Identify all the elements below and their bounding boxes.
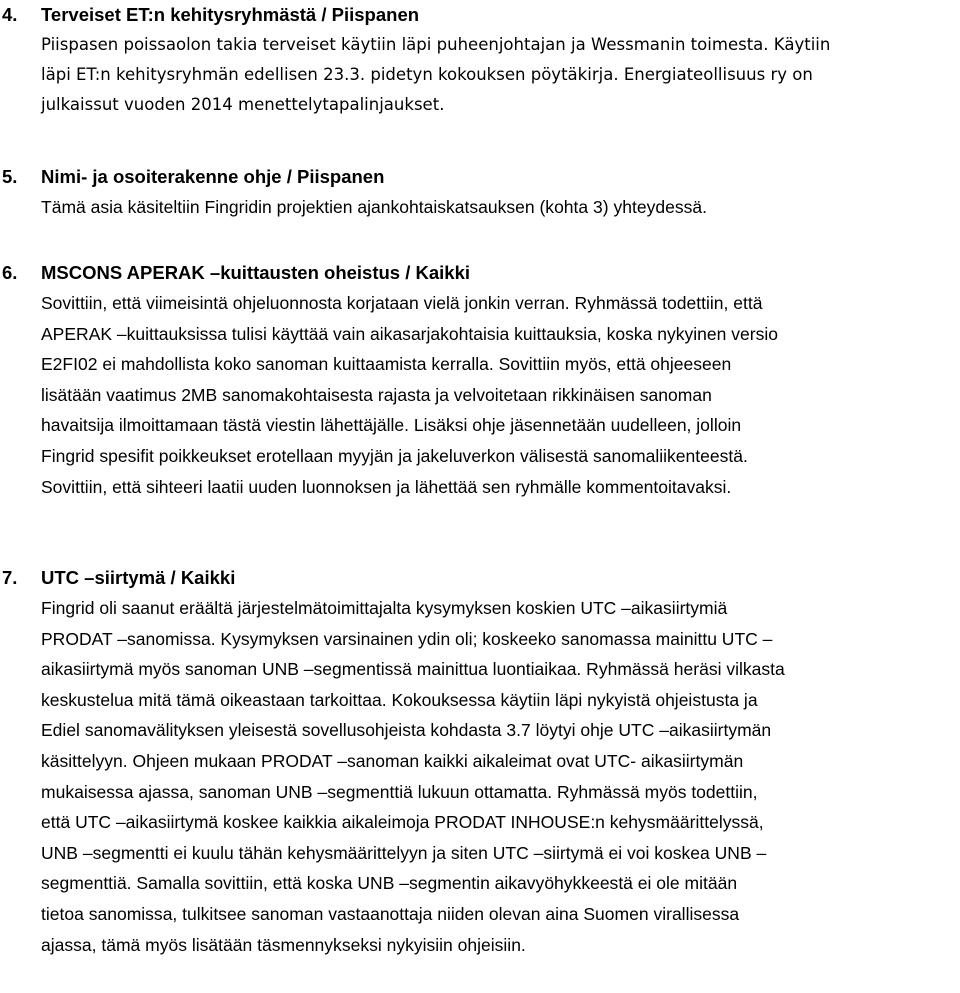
section-title: Terveiset ET:n kehitysryhmästä / Piispanen: [41, 4, 420, 25]
paragraph-line: Fingrid spesifit poikkeukset erotellaan myyjän ja jakeluverkon välisestä sanomaliikenteestä.: [41, 445, 748, 466]
section-heading: [0, 563, 960, 593]
paragraph-line: E2FI02 ei mahdollista koko sanoman kuittaamista kerralla. Sovittiin myös, että ohjeeseen: [41, 354, 732, 375]
paragraph-line: lisätään vaatimus 2MB sanomakohtaisesta rajasta ja velvoitetaan rikkinäisen sanoman: [41, 384, 712, 405]
paragraph-line: UNB –segmentti ei kuulu tähän kehysmäärittelyyn ja siten UTC –siirtymä ei voi koskea UNB –: [41, 842, 767, 863]
section-4: [0, 0, 960, 120]
paragraph-line: että UTC –aikasiirtymä koskee kaikkia aikaleimoja PRODAT INHOUSE:n kehysmäärittelyssä,: [41, 812, 764, 833]
section-number: 7.: [2, 567, 18, 588]
paragraph-line: läpi ET:n kehitysryhmän edellisen 23.3. pidetyn kokouksen pöytäkirja. Energiateollisuus ry on: [41, 65, 813, 84]
paragraph-line: APERAK –kuittauksissa tulisi käyttää vain aikasarjakohtaisia kuittauksia, koska nykyinen versio: [41, 323, 778, 344]
paragraph-line: ajassa, tämä myös lisätään täsmennykseksi nykyisiin ohjeisiin.: [41, 934, 526, 955]
section-7: [0, 563, 960, 960]
section-number: 6.: [2, 262, 18, 283]
paragraph-line: julkaissut vuoden 2014 menettelytapalinjaukset.: [41, 95, 445, 114]
section-5: [0, 162, 960, 223]
paragraph-line: Sovittiin, että sihteeri laatii uuden luonnoksen ja lähettää sen ryhmälle kommentoitavaksi.: [41, 476, 732, 497]
paragraph-line: keskustelua mitä tämä oikeastaan tarkoittaa. Kokouksessa käytiin läpi nykyistä ohjeistusta ja: [41, 689, 758, 710]
paragraph-line: Piispasen poissaolon takia terveiset käytiin läpi puheenjohtajan ja Wessmanin toimesta. Käytiin: [41, 35, 831, 54]
paragraph-line: Fingrid oli saanut eräältä järjestelmätoimittajalta kysymyksen koskien UTC –aikasiirtymiä: [41, 598, 728, 618]
section-number: 5.: [2, 166, 18, 187]
paragraph-line: aikasiirtymä myös sanoman UNB –segmentissä mainittua luontiaikaa. Ryhmässä heräsi vilkasta: [41, 659, 785, 680]
section-number: 4.: [2, 4, 18, 25]
section-6: [0, 258, 960, 502]
section-heading: [0, 258, 960, 288]
section-heading: [0, 0, 960, 30]
paragraph-line: mukaisessa ajassa, sanoman UNB –segmenttiä lukuun ottamatta. Ryhmässä myös todettiin,: [41, 781, 758, 802]
paragraph-line: PRODAT –sanomissa. Kysymyksen varsinainen ydin oli; koskeeko sanomassa mainittu UTC –: [41, 628, 773, 649]
section-heading: [0, 162, 960, 192]
paragraph-line: Sovittiin, että viimeisintä ohjeluonnosta korjataan vielä jonkin verran. Ryhmässä todettiin, että: [41, 293, 763, 313]
paragraph-line: havaitsija ilmoittamaan tästä viestin lähettäjälle. Lisäksi ohje jäsennetään uudelleen, jolloin: [41, 415, 742, 436]
paragraph-line: Ediel sanomavälityksen yleisestä sovellusohjeista kohdasta 3.7 löytyi ohje UTC –aikasiirtymän: [41, 720, 772, 741]
paragraph-line: käsittelyyn. Ohjeen mukaan PRODAT –sanoman kaikki aikaleimat ovat UTC- aikasiirtymän: [41, 750, 744, 771]
paragraph-line: segmenttiä. Samalla sovittiin, että koska UNB –segmentin aikavyöhykkeestä ei ole mitään: [41, 873, 738, 894]
paragraph-line: tietoa sanomissa, tulkitsee sanoman vastaanottaja niiden olevan aina Suomen virallisessa: [41, 903, 740, 924]
section-title: Nimi- ja osoiterakenne ohje / Piispanen: [41, 166, 385, 187]
paragraph-line: Tämä asia käsiteltiin Fingridin projektien ajankohtaiskatsauksen (kohta 3) yhteydessä.: [41, 197, 707, 217]
section-title: UTC –siirtymä / Kaikki: [41, 567, 236, 588]
section-title: MSCONS APERAK –kuittausten oheistus / Kaikki: [41, 262, 471, 283]
